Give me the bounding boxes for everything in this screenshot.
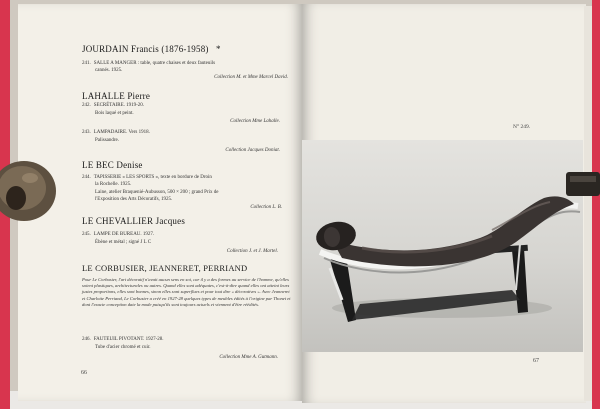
collection-credit: Collection J. et J. Martel. (226, 249, 278, 254)
item-detail: Laine, atelier Braquenié-Aubusson, 500 × 200 ; grand Prix de (95, 190, 219, 195)
collection-credit: Collection Mme Lahalle. (230, 119, 280, 124)
item-detail: Ébène et métal ; signé J L C (95, 240, 152, 245)
catalog-item: 243. LAMPADAIRE. Vers 1918. (82, 130, 150, 135)
catalog-item: 241. SALLE A MANGER : table, quatre chaises et deux fauteuils (82, 61, 216, 66)
item-detail: Palissandre. (95, 138, 120, 143)
designer-heading: JOURDAIN Francis (1876-1958) * (82, 44, 221, 54)
collection-credit: Collection Jacques Doniat. (225, 148, 280, 153)
chaise-longue-photo (302, 140, 583, 352)
desk-lamp-object (0, 158, 60, 224)
page-edge (584, 6, 592, 401)
collection-credit: Collection M. et Mme Marcel David. (214, 75, 288, 80)
plate-number: N° 249. (513, 124, 531, 130)
catalog-item: 245. LAMPE DE BUREAU. 1927. (82, 232, 155, 237)
catalog-item: 244. TAPISSERIE « LES SPORTS », texte en bordure de Droin (82, 175, 212, 180)
asterisk-marker: * (216, 44, 221, 54)
collection-credit: Collection Mme A. Gutmann. (219, 355, 278, 360)
item-detail: Tube d'acier chromé et cuir. (95, 345, 151, 350)
page-number-right: 67 (533, 358, 539, 364)
item-detail: l'Exposition des Arts Décoratifs, 1925. (95, 197, 173, 202)
chaise-longue-image (302, 140, 583, 352)
designer-heading: LAHALLE Pierre (82, 91, 151, 101)
collection-credit: Collection L. B. (250, 205, 282, 210)
designer-paragraph: Pour Le Corbusier, l'art décoratif n'avait aucun sens en soi, car il y a des formes au service de l'homme, qu'elles soient plastiques, architecturales ou autres. Quand elles sont adéquates, c'est-à-dire quand elles ont atteint leurs justes proportions, elles sont bonnes, sinon elles sont superflues et pour tout dire « décoratives ». Avec Jeanneret et Charlotte Perriand, Le Corbusier a créé en 1927-28 quelques types de meubles édités à l'origine par Thonet et dont l'exacte conception date la mode puisqu'ils sont toujours actuels et viennent d'être réédités. (82, 277, 291, 307)
binder-clip-object (562, 170, 600, 198)
designer-heading: LE BEC Denise (82, 160, 143, 170)
designer-heading: LE CHEVALLIER Jacques (82, 216, 186, 226)
item-detail: Bois laqué et peint. (95, 111, 134, 116)
catalog-item: 246. FAUTEUIL PIVOTANT. 1927-28. (82, 337, 164, 342)
item-detail: la Rochelle. 1925. (95, 182, 132, 187)
catalog-item: 242. SECRÉTAIRE. 1919-20. (82, 103, 145, 108)
book-edge-right (592, 0, 600, 409)
designer-heading: LE CORBUSIER, JEANNERET, PERRIAND (82, 263, 248, 273)
item-detail: cannés. 1925. (95, 68, 123, 73)
page-number-left: 66 (81, 370, 87, 376)
